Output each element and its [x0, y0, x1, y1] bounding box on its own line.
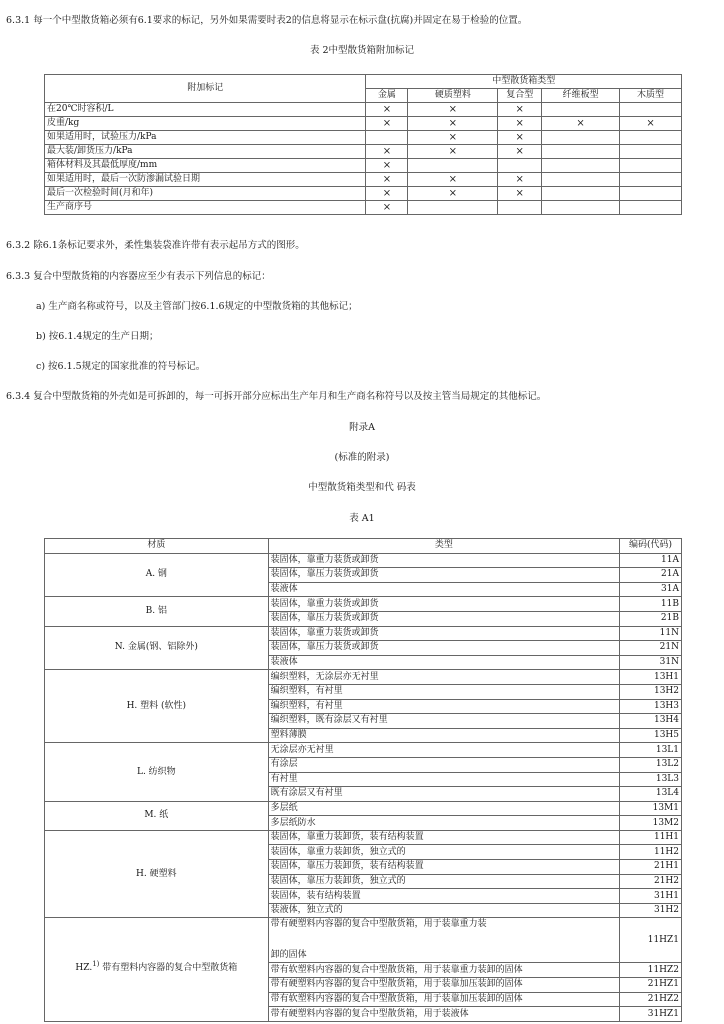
tableA1-material-hz [45, 918, 269, 1021]
table2-row [45, 103, 682, 117]
tableA1-type: 装液体 [268, 655, 619, 670]
hz-code-label: HZ. [75, 962, 93, 973]
tableA1-type: 带有硬塑料内容器的复合中型散货箱，用于装靠加压装卸的固体 [268, 978, 619, 993]
table2-mark-cell [542, 201, 620, 215]
tableA1-code: 13H4 [620, 714, 682, 729]
tableA1-code: 21H2 [620, 874, 682, 889]
tableA1-material: L. 纺织物 [45, 743, 269, 801]
tableA1-code: 21HZ1 [620, 978, 682, 993]
table2-mark-cell [498, 201, 542, 215]
tableA1-type: 编织塑料，有衬里 [268, 684, 619, 699]
appendix-note: (标准的附录) [334, 452, 390, 463]
tableA1-type: 既有涂层又有衬里 [268, 787, 619, 802]
table2-row [45, 117, 682, 131]
tableA1-code: 11B [620, 597, 682, 612]
tableA1-code: 31HZ1 [620, 1007, 682, 1022]
table2-mark-cell: × [498, 187, 542, 201]
tableA1-type: 编织塑料，既有涂层又有衬里 [268, 714, 619, 729]
table2-mark-cell [620, 201, 682, 215]
tableA1-type: 装固体，靠压力装货或卸货 [268, 611, 619, 626]
hz-material-label: 带有塑料内容器的复合中型散货箱 [102, 962, 238, 973]
tableA1-code: 13L2 [620, 757, 682, 772]
tableA1-type: 多层纸 [268, 801, 619, 816]
table2-mark-cell [542, 159, 620, 173]
tableA1-type: 装固体，靠重力装卸货，独立式的 [268, 845, 619, 860]
table2-mark-cell [620, 187, 682, 201]
tableA1-code: 31H2 [620, 903, 682, 918]
table2-mark-cell: × [498, 173, 542, 187]
table2-mark-cell: × [408, 117, 498, 131]
tableA1-code: 13L3 [620, 772, 682, 787]
tableA1-material: N. 金属(钢、铝除外) [45, 626, 269, 670]
tableA1-type: 装固体，靠重力装货或卸货 [268, 553, 619, 568]
paragraph-6-3-3: 6.3.3 复合中型散货箱的内容器应至少有表示下列信息的标记： [6, 271, 271, 282]
table2-mark-cell: × [542, 117, 620, 131]
table2-mark-cell [366, 131, 408, 145]
table2-row-label: 生产商序号 [45, 201, 366, 215]
tableA1-type: 带有硬塑料内容器的复合中型散货箱，用于装液体 [268, 1007, 619, 1022]
table2-mark-cell [542, 173, 620, 187]
table2-mark-cell [498, 159, 542, 173]
tableA1-code: 13L4 [620, 787, 682, 802]
tableA1-code: 11HZ1 [620, 918, 682, 963]
table2-column-header: 复合型 [498, 89, 542, 103]
footnote-marker: 1) [92, 959, 100, 968]
tableA1-code: 13H1 [620, 670, 682, 685]
tableA1-code: 11H1 [620, 830, 682, 845]
table2-mark-cell: × [408, 131, 498, 145]
table2-mark-cell: × [408, 103, 498, 117]
tableA1-type: 塑料薄膜 [268, 728, 619, 743]
tableA1-code: 11N [620, 626, 682, 641]
appendix-subtitle: 中型散货箱类型和代 码表 [308, 482, 416, 493]
tableA1-type: 带有软塑料内容器的复合中型散货箱，用于装靠重力装卸的固体 [268, 963, 619, 978]
table2-column-header: 纤维板型 [542, 89, 620, 103]
tableA1-row [45, 830, 682, 845]
tableA1-type: 编织塑料，无涂层亦无衬里 [268, 670, 619, 685]
appendix-title: 附录A [349, 422, 375, 433]
tableA1-header-type: 类型 [268, 539, 619, 554]
tableA1-type: 装固体，装有结构装置 [268, 889, 619, 904]
table2-header-group: 中型散货箱类型 [366, 75, 682, 89]
table2-mark-cell [620, 145, 682, 159]
tableA1-type: 多层纸防水 [268, 816, 619, 831]
paragraph-6-3-4: 6.3.4 复合中型散货箱的外壳如是可拆卸的，每一可拆开部分应标出生产年月和生产商名称符号以及按主管当局规定的其他标记。 [6, 391, 547, 402]
tableA1-material: H. 硬塑料 [45, 830, 269, 918]
paragraph-6-3-2: 6.3.2 除6.1条标记要求外，柔性集装袋准许带有表示起吊方式的图形。 [6, 240, 305, 251]
table2-title: 表 2中型散货箱附加标记 [309, 45, 415, 56]
table2-mark-cell: × [366, 103, 408, 117]
tableA1 [44, 538, 682, 1022]
tableA1-type: 无涂层亦无衬里 [268, 743, 619, 758]
table2-row [45, 159, 682, 173]
tableA1-type: 有涂层 [268, 757, 619, 772]
table2-mark-cell: × [408, 187, 498, 201]
tableA1-code: 13H3 [620, 699, 682, 714]
table2-mark-cell: × [408, 173, 498, 187]
table2-mark-cell [542, 103, 620, 117]
table2-mark-cell [542, 131, 620, 145]
tableA1-code: 31H1 [620, 889, 682, 904]
table2-row-label: 最大装/卸货压力/kPa [45, 145, 366, 159]
table2-mark-cell [408, 159, 498, 173]
tableA1-code: 31N [620, 655, 682, 670]
tableA1-code: 13H2 [620, 684, 682, 699]
tableA1-type: 有衬里 [268, 772, 619, 787]
table2-mark-cell: × [498, 131, 542, 145]
tableA1-row [45, 918, 682, 963]
table2-mark-cell: × [366, 145, 408, 159]
tableA1-code: 13M1 [620, 801, 682, 816]
table2-mark-cell [620, 103, 682, 117]
tableA1-type: 编织塑料，有衬里 [268, 699, 619, 714]
tableA1-type-line: 卸的固体 [270, 950, 307, 961]
table2-row-label: 如果适用时，试验压力/kPa [45, 131, 366, 145]
table2-mark-cell [620, 173, 682, 187]
tableA1-row [45, 553, 682, 568]
tableA1-row [45, 670, 682, 685]
tableA1-type: 装固体，靠压力装卸货，独立式的 [268, 874, 619, 889]
table2-mark-cell: × [366, 201, 408, 215]
tableA1-code: 31A [620, 582, 682, 597]
table2-mark-cell [542, 187, 620, 201]
tableA1-type: 装固体，靠压力装货或卸货 [268, 641, 619, 656]
tableA1-type-line: 带有硬塑料内容器的复合中型散货箱，用于装靠重力装 [270, 919, 487, 930]
tableA1-material: B. 铝 [45, 597, 269, 626]
table2-mark-cell: × [366, 159, 408, 173]
tableA1-code: 21HZ2 [620, 992, 682, 1007]
table2-mark-cell: × [366, 117, 408, 131]
paragraph-6-3-3-b: b) 按6.1.4规定的生产日期； [36, 331, 159, 342]
tableA1-material: H. 塑料 (软性) [45, 670, 269, 743]
table2-row-label: 在20℃时容积/L [45, 103, 366, 117]
tableA1-material: A. 钢 [45, 553, 269, 597]
table2-column-header: 木质型 [620, 89, 682, 103]
tableA1-type: 装固体，靠压力装货或卸货 [268, 568, 619, 583]
tableA1-material: M. 纸 [45, 801, 269, 830]
tableA1-header-code: 编码(代码) [620, 539, 682, 554]
table2-header-left: 附加标记 [45, 75, 366, 103]
table2-row-label: 皮重/kg [45, 117, 366, 131]
table2-row [45, 201, 682, 215]
table2-mark-cell [542, 145, 620, 159]
tableA1-code: 11HZ2 [620, 963, 682, 978]
tableA1-type: 装液体 [268, 582, 619, 597]
table2-column-header: 金属 [366, 89, 408, 103]
tableA1-row [45, 626, 682, 641]
table2-row [45, 173, 682, 187]
table2-row-label: 最后一次检验时间(月和年) [45, 187, 366, 201]
table2-mark-cell: × [366, 173, 408, 187]
tableA1-code: 11H2 [620, 845, 682, 860]
tableA1-header-material: 材质 [45, 539, 269, 554]
table2-row [45, 131, 682, 145]
tableA1-row [45, 801, 682, 816]
tableA1-code: 13L1 [620, 743, 682, 758]
table2-mark-cell [620, 159, 682, 173]
table2-row-label: 箱体材料及其最低厚度/mm [45, 159, 366, 173]
table2-mark-cell: × [366, 187, 408, 201]
paragraph-6-3-1: 6.3.1 每一个中型散货箱必须有6.1要求的标记，另外如果需要时表2的信息将显示在标示盘(抗腐)并固定在易于检验的位置。 [6, 15, 528, 26]
table2-row [45, 187, 682, 201]
table2-mark-cell: × [498, 117, 542, 131]
tableA1-type: 装固体，靠重力装卸货，装有结构装置 [268, 830, 619, 845]
paragraph-6-3-3-a: a) 生产商名称或符号，以及主管部门按6.1.6规定的中型散货箱的其他标记； [36, 301, 358, 312]
tableA1-type: 装固体，靠重力装货或卸货 [268, 597, 619, 612]
table2-mark-cell: × [620, 117, 682, 131]
table2-mark-cell [408, 201, 498, 215]
tableA1-code: 21H1 [620, 860, 682, 875]
tableA1-type: 装固体，靠重力装货或卸货 [268, 626, 619, 641]
tableA1-type [268, 918, 619, 963]
tableA1-code: 13H5 [620, 728, 682, 743]
tableA1-row [45, 743, 682, 758]
tableA1-type: 装固体，靠压力装卸货，装有结构装置 [268, 860, 619, 875]
tableA1-title: 表 A1 [349, 513, 375, 524]
tableA1-code: 13M2 [620, 816, 682, 831]
tableA1-code: 21B [620, 611, 682, 626]
tableA1-type: 带有软塑料内容器的复合中型散货箱，用于装靠加压装卸的固体 [268, 992, 619, 1007]
paragraph-6-3-3-c: c) 按6.1.5规定的国家批准的符号标记。 [36, 361, 206, 372]
table2 [44, 74, 682, 215]
table2-mark-cell [620, 131, 682, 145]
tableA1-code: 21A [620, 568, 682, 583]
tableA1-type: 装液体，独立式的 [268, 903, 619, 918]
table2-row [45, 145, 682, 159]
tableA1-row [45, 597, 682, 612]
table2-mark-cell: × [498, 145, 542, 159]
tableA1-code: 21N [620, 641, 682, 656]
table2-mark-cell: × [408, 145, 498, 159]
tableA1-code: 11A [620, 553, 682, 568]
table2-row-label: 如果适用时，最后一次防渗漏试验日期 [45, 173, 366, 187]
table2-mark-cell: × [498, 103, 542, 117]
table2-column-header: 硬质塑料 [408, 89, 498, 103]
